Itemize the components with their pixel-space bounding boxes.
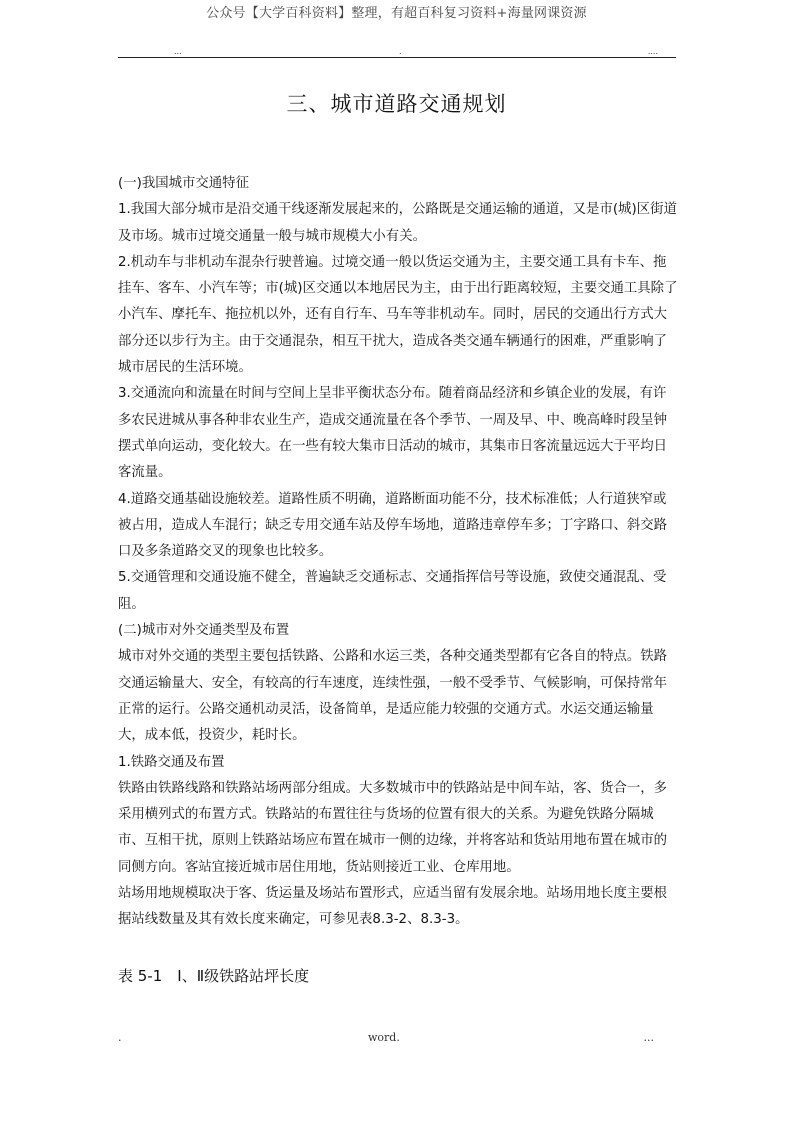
document-body <box>118 171 678 934</box>
header-mark-mid: . <box>399 47 402 56</box>
section-heading-2: (二)城市对外交通类型及布置 <box>118 623 290 639</box>
section-heading-1: (一)我国城市交通特征 <box>118 176 249 191</box>
page-footer <box>118 1031 658 1047</box>
footer-left: . <box>118 1031 122 1044</box>
paragraph-external-transport: 城市对外交通的类型主要包括铁路、公路和水运三类，各种交通类型都有它各自的特点。铁路交通运输量大、安全，有较高的行车速度，连续性强，一般不受季节、气候影响，可保持常年正常的运行。公路交通机动灵活，设备简单，是适应能力较强的交通方式。水运交通运输量大，成本低，投资少，耗时长。 <box>118 649 668 744</box>
paragraph-2: 2.机动车与非机动车混杂行驶普遍。过境交通一般以货运交通为主，主要交通工具有卡车、拖挂车、客车、小汽车等；市(城)区交通以本地居民为主，由于出行距离较短，主要交通工具除了小汽车、摩托车、拖拉机以外，还有自行车、马车等非机动车。同时，居民的交通出行方式大部分还以步行为主。由于交通混杂，相互干扰大，造成各类交通车辆通行的困难，严重影响了城市居民的生活环境。 <box>118 254 678 376</box>
footer-mid: word. <box>368 1031 400 1044</box>
header-mark-right: .... <box>647 47 658 56</box>
table-caption: 表 5-1 Ⅰ、Ⅱ级铁路站坪长度 <box>118 967 310 985</box>
paragraph-railway: 铁路由铁路线路和铁路站场两部分组成。大多数城市中的铁路站是中间车站，客、货合一，多采用横列式的布置方式。铁路站的布置往往与货场的位置有很大的关系。为避免铁路分隔城市、互相干扰，原则上铁路站场应布置在城市一侧的边缘，并将客站和货站用地布置在城市的同侧方向。客站宜接近城市居住用地，货站则接近工业、仓库用地。 <box>118 780 668 875</box>
paragraph-1: 1.我国大部分城市是沿交通干线逐渐发展起来的，公路既是交通运输的通道，又是市(城)区街道及市场。城市过境交通量一般与城市规模大小有关。 <box>118 202 677 244</box>
running-header <box>118 47 676 57</box>
header-divider <box>118 57 676 58</box>
paragraph-4: 4.道路交通基础设施较差。道路性质不明确，道路断面功能不分，技术标准低；人行道狭窄或被占用，造成人车混行；缺乏专用交通车站及停车场地，道路违章停车多；丁字路口、斜交路口及多条道路交叉的现象也比较多。 <box>118 491 668 560</box>
paragraph-station-land: 站场用地规模取决于客、货运量及场站布置形式，应适当留有发展余地。站场用地长度主要根据站线数量及其有效长度来确定，可参见表8.3-2、8.3-3。 <box>118 886 668 928</box>
subsection-heading-railway: 1.铁路交通及布置 <box>118 754 225 770</box>
header-mark-left: ... <box>174 47 182 56</box>
watermark-text: 公众号【大学百科资料】整理，有超百科复习资料+海量网课资源 <box>206 6 587 21</box>
paragraph-5: 5.交通管理和交通设施不健全，普遍缺乏交通标志、交通指挥信号等设施，致使交通混乱、受阻。 <box>118 570 667 612</box>
footer-right: ... <box>643 1031 654 1044</box>
paragraph-3: 3.交通流向和流量在时间与空间上呈非平衡状态分布。随着商品经济和乡镇企业的发展，有许多农民进城从事各种非农业生产，造成交通流量在各个季节、一周及早、中、晚高峰时段呈钟摆式单向运动，变化较大。在一些有较大集市日活动的城市，其集市日客流量远远大于平均日客流量。 <box>118 386 668 481</box>
page-title: 三、城市道路交通规划 <box>286 92 507 116</box>
